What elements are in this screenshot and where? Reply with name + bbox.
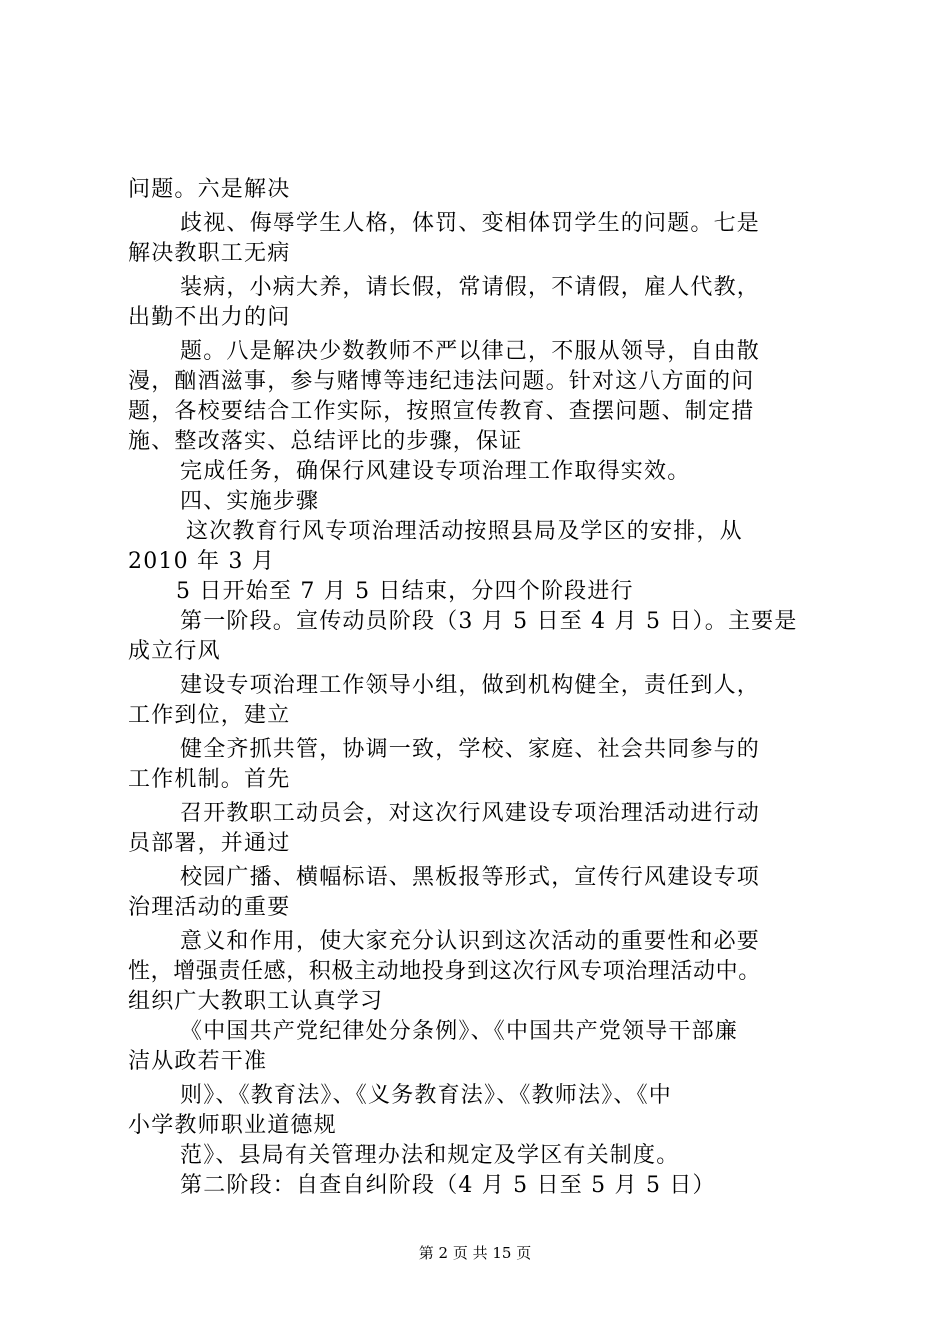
text-line: 则》、《教育法》、《义务教育法》、《教师法》、《中 (180, 1083, 673, 1108)
text-line: 歧视、侮辱学生人格，体罚、变相体罚学生的问题。七是 (180, 211, 761, 236)
page-number-footer: 第 2 页 共 15 页 (418, 1244, 532, 1262)
text-line: 校园广播、横幅标语、黑板报等形式，宣传行风建设专项 (180, 865, 761, 890)
text-line: 意义和作用，使大家充分认识到这次活动的重要性和必要 (180, 929, 761, 954)
text-line: 组织广大教职工认真学习 (128, 989, 384, 1014)
text-line: 工作到位，建立 (128, 703, 291, 728)
text-line: 这次教育行风专项治理活动按照县局及学区的安排，从 (186, 519, 743, 544)
text-line: 漫，酗酒滋事，参与赌博等违纪违法问题。针对这八方面的问 (128, 369, 755, 394)
text-line: 问题。六是解决 (128, 177, 291, 202)
text-line: 工作机制。首先 (128, 767, 291, 792)
text-line: 《中国共产党纪律处分条例》、《中国共产党领导干部廉 (180, 1019, 739, 1044)
text-line: 2010 年 3 月 (128, 549, 275, 574)
text-line: 成立行风 (128, 639, 221, 664)
text-line: 装病，小病大养，请长假，常请假，不请假，雇人代教， (180, 275, 761, 300)
text-line: 小学教师职业道德规 (128, 1113, 337, 1138)
text-line: 召开教职工动员会，对这次行风建设专项治理活动进行动 (180, 801, 761, 826)
text-line: 解决教职工无病 (128, 241, 291, 266)
text-line: 员部署，并通过 (128, 831, 291, 856)
text-line: 治理活动的重要 (128, 895, 291, 920)
text-line: 5 日开始至 7 月 5 日结束，分四个阶段进行 (176, 579, 634, 604)
text-line: 题。八是解决少数教师不严以律己，不服从领导，自由散 (180, 339, 761, 364)
text-line: 范》、县局有关管理办法和规定及学区有关制度。 (180, 1143, 680, 1168)
text-line: 出勤不出力的问 (128, 305, 291, 330)
text-line: 第二阶段：自查自纠阶段（4 月 5 日至 5 月 5 日） (180, 1173, 716, 1198)
text-line: 题，各校要结合工作实际，按照宣传教育、查摆问题、制定措 (128, 399, 755, 424)
text-line: 洁从政若干准 (128, 1049, 268, 1074)
text-line: 性，增强责任感，积极主动地投身到这次行风专项治理活动中。 (128, 959, 761, 984)
section-heading: 四、实施步骤 (180, 489, 320, 514)
text-line: 第一阶段。宣传动员阶段（3 月 5 日至 4 月 5 日）。主要是 (180, 609, 798, 634)
text-line: 建设专项治理工作领导小组，做到机构健全，责任到人， (180, 673, 761, 698)
text-line: 健全齐抓共管，协调一致，学校、家庭、社会共同参与的 (180, 737, 761, 762)
text-line: 完成任务，确保行风建设专项治理工作取得实效。 (180, 459, 691, 484)
text-line: 施、整改落实、总结评比的步骤，保证 (128, 429, 523, 454)
